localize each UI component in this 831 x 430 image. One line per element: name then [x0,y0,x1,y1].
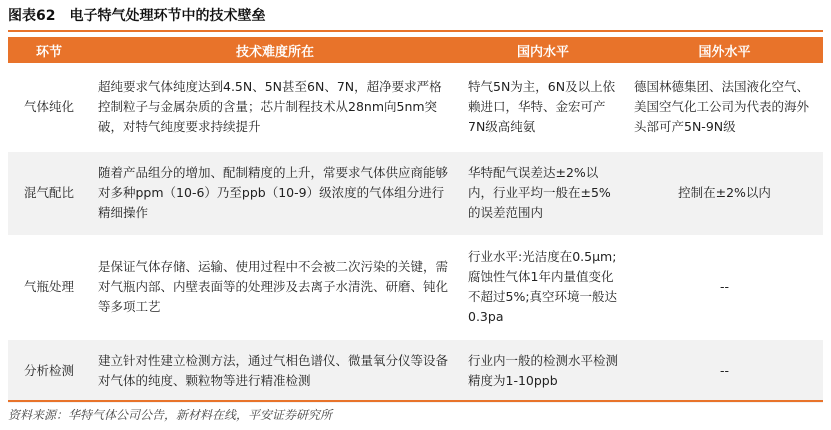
cell-foreign: 控制在±2%以内 [626,151,823,235]
cell-difficulty: 是保证气体存储、运输、使用过程中不会被二次污染的关键，需对气瓶内部、内壁表面等的处理涉及去离子水清洗、研磨、钝化等多项工艺 [90,235,460,339]
figure-label: 图表62 [8,8,56,24]
figure-title: 电子特气处理环节中的技术壁垒 [69,8,266,24]
cell-difficulty: 超纯要求气体纯度达到4.5N、5N甚至6N、7N，超净要求严格控制粒子与金属杂质的含量；芯片制程技术从28nm向5nm突破，对特气纯度要求持续提升 [90,63,460,151]
source-note: 资料来源：华特气体公司公告，新材料在线，平安证券研究所 [8,400,823,426]
cell-domestic: 行业内一般的检测水平检测精度为1-10ppb [460,339,626,403]
cell-stage: 气瓶处理 [8,235,90,339]
header-stage: 环节 [8,37,90,63]
table-row [8,63,823,151]
tech-barrier-table [8,37,823,404]
header-foreign: 国外水平 [626,37,823,63]
table-header-row [8,37,823,63]
cell-domestic: 华特配气误差达±2%以内，行业平均一般在±5%的误差范围内 [460,151,626,235]
header-difficulty: 技术难度所在 [90,37,460,63]
cell-foreign: 德国林德集团、法国液化空气、美国空气化工公司为代表的海外头部可产5N-9N级 [626,63,823,151]
table-row [8,235,823,339]
cell-difficulty: 随着产品组分的增加、配制精度的上升，常要求气体供应商能够对多种ppm（10-6）乃至ppb（10-9）级浓度的气体组分进行精细操作 [90,151,460,235]
cell-stage: 气体纯化 [8,63,90,151]
table-row [8,151,823,235]
table-row [8,339,823,403]
cell-foreign: -- [626,235,823,339]
cell-difficulty: 建立针对性建立检测方法，通过气相色谱仪、微量氧分仪等设备对气体的纯度、颗粒物等进行精准检测 [90,339,460,403]
cell-domestic: 特气5N为主，6N及以上依赖进口，华特、金宏可产7N级高纯氨 [460,63,626,151]
cell-stage: 分析检测 [8,339,90,403]
cell-domestic: 行业水平:光洁度在0.5μm;腐蚀性气体1年内量值变化不超过5%;真空环境一般达0.3pa [460,235,626,339]
cell-foreign: -- [626,339,823,403]
figure-title-bar [8,0,823,32]
header-domestic: 国内水平 [460,37,626,63]
cell-stage: 混气配比 [8,151,90,235]
